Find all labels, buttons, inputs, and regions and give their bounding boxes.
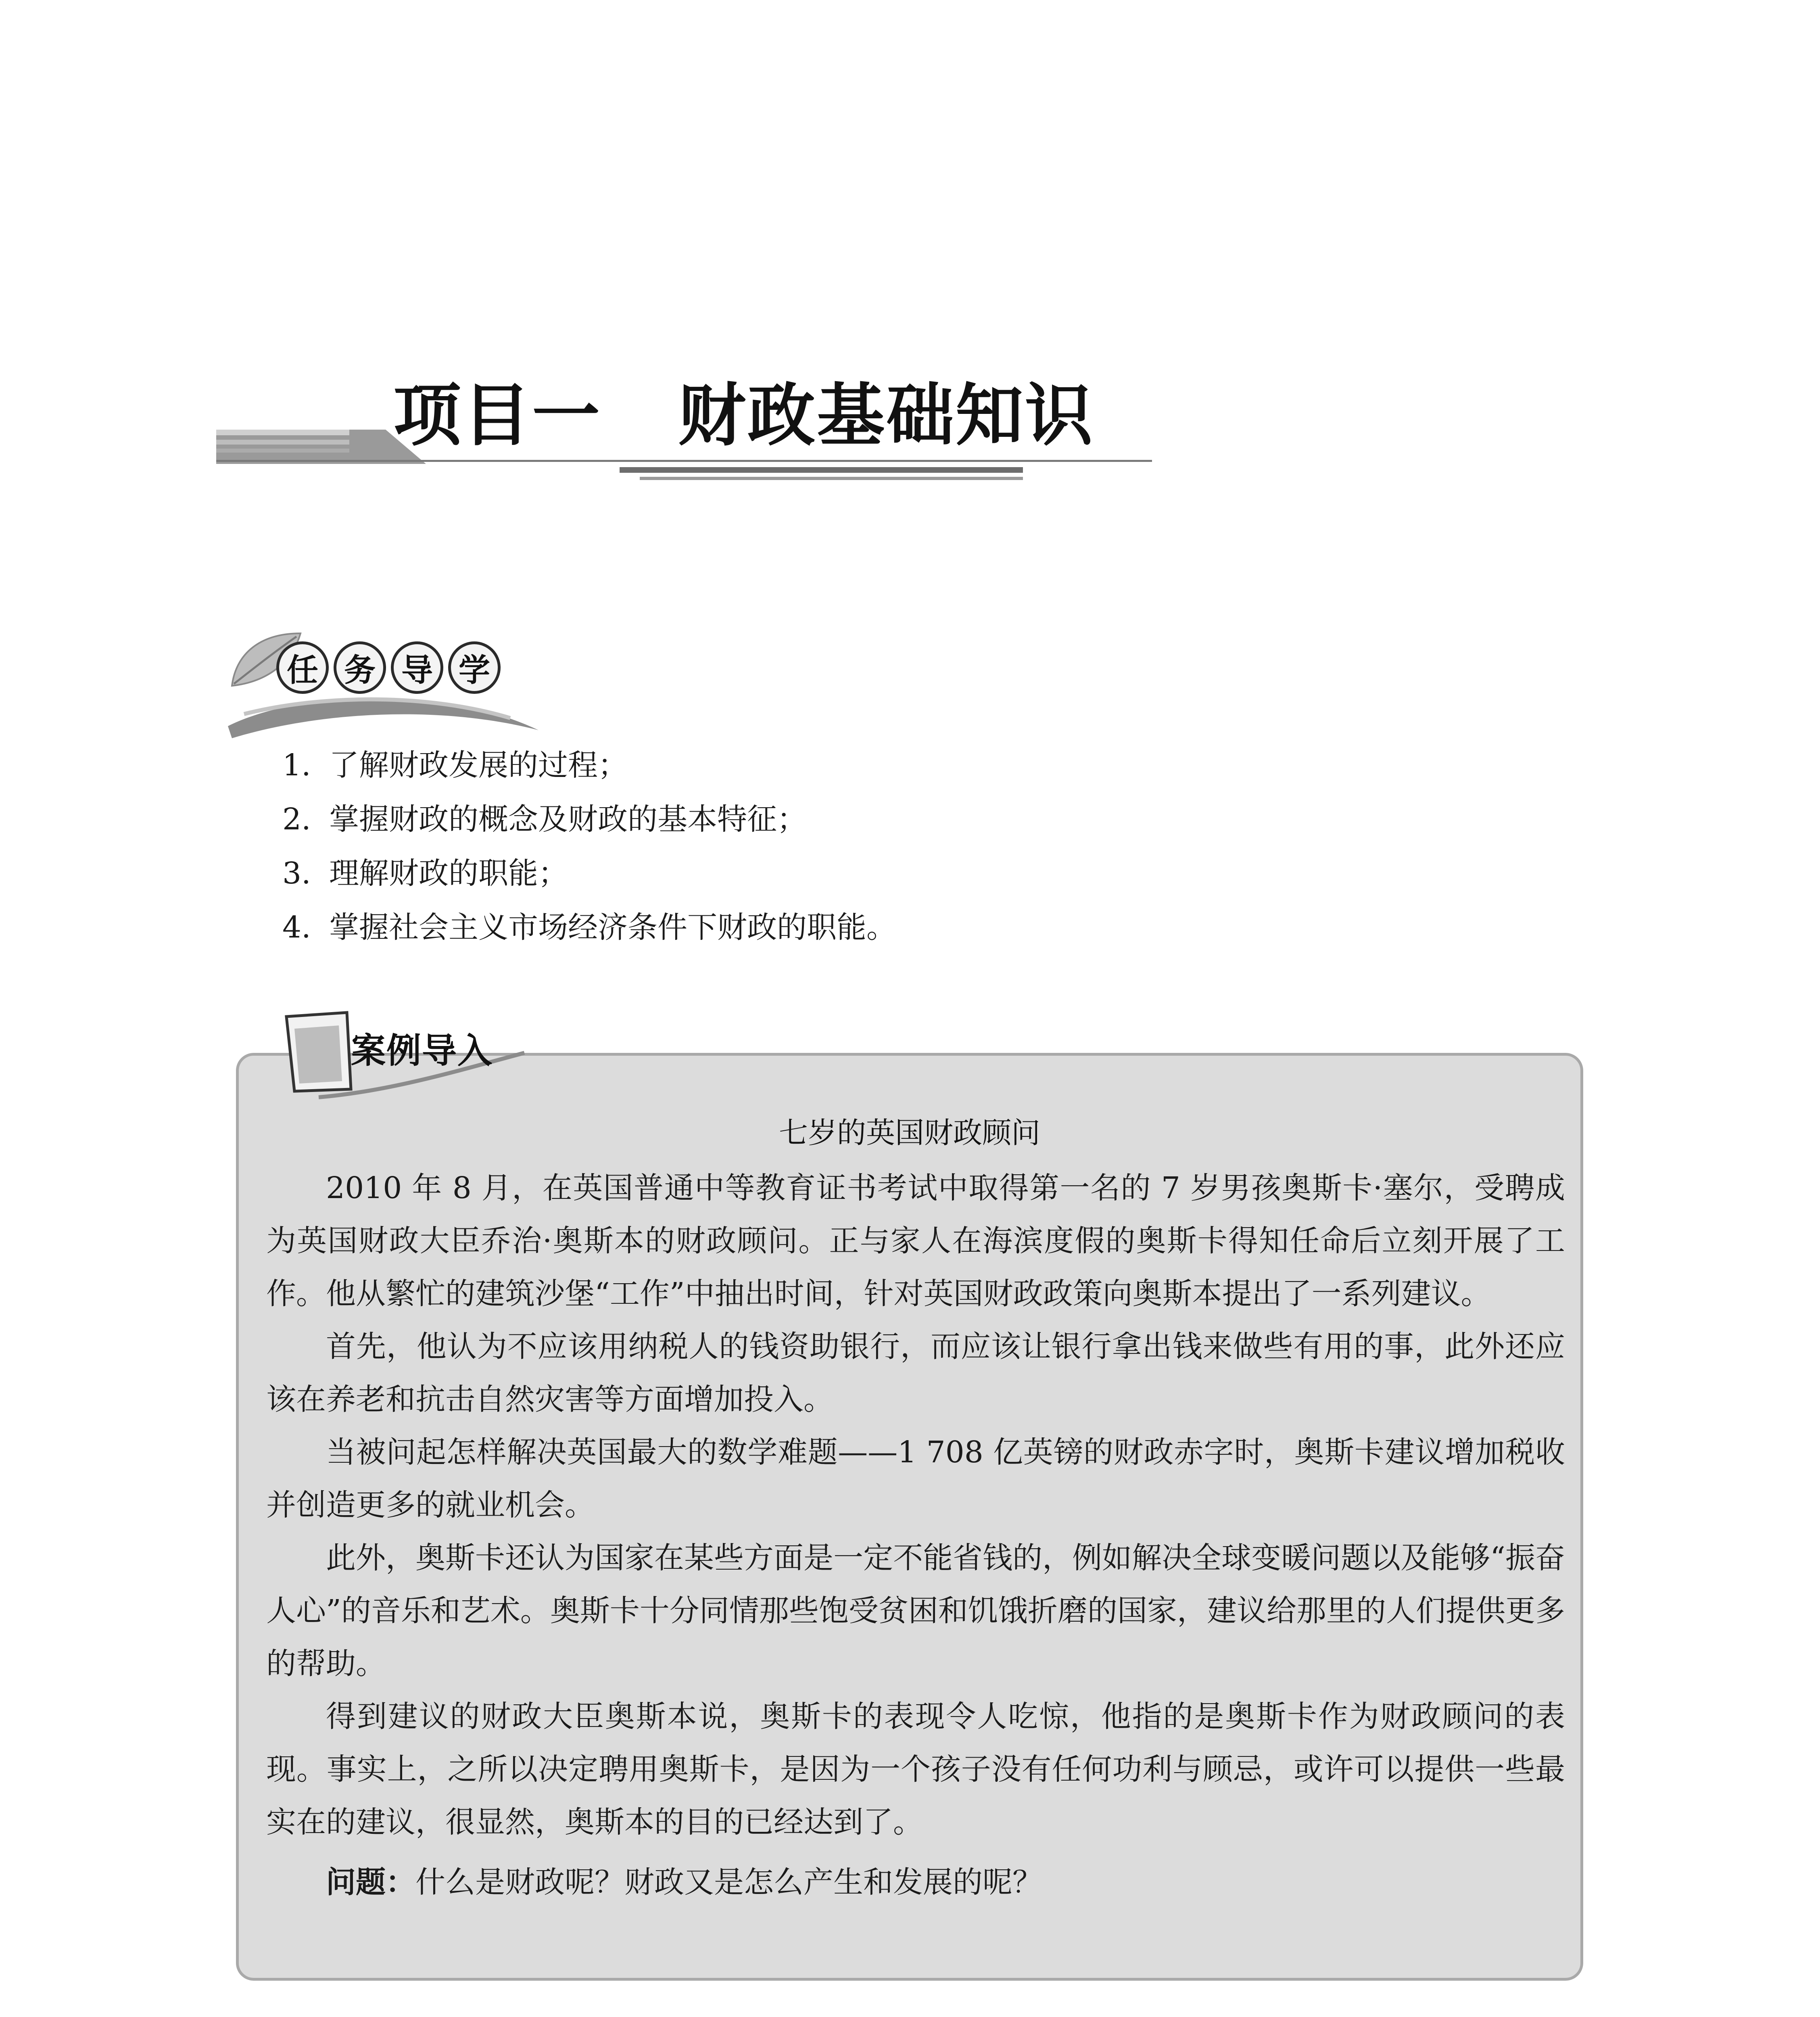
badge-circles [276,641,501,694]
case-question [266,1856,1565,1909]
project-number: 项目一 [393,376,601,455]
badge-char-4: 学 [448,641,501,694]
badge-char-2: 务 [334,641,386,694]
objective-item [282,900,896,954]
objective-text: 掌握社会主义市场经济条件下财政的职能。 [329,910,896,945]
badge-char-3: 导 [391,641,443,694]
case-body [266,1162,1565,1909]
case-paragraph: 得到建议的财政大臣奥斯本说，奥斯卡的表现令人吃惊，他指的是奥斯卡作为财政顾问的表现。事实上，之所以决定聘用奥斯卡，是因为一个孩子没有任何功利与顾忌，或许可以提供一些最实在的建议，很显然，奥斯本的目的已经达到了。 [266,1699,1565,1840]
case-paragraph: 2010 年 8 月，在英国普通中等教育证书考试中取得第一名的 7 岁男孩奥斯卡·塞尔，受聘成为英国财政大臣乔治·奥斯本的财政顾问。正与家人在海滨度假的奥斯卡得知任命后立刻开展了工作。他从繁忙的建筑沙堡“工作”中抽出时间，针对英国财政政策向奥斯本提出了一系列建议。 [266,1171,1565,1311]
objectives-list [282,738,896,954]
case-paragraph: 首先，他认为不应该用纳税人的钱资助银行，而应该让银行拿出钱来做些有用的事，此外还应该在养老和抗击自然灾害等方面增加投入。 [266,1329,1565,1417]
objective-item [282,846,896,900]
badge-char-1: 任 [276,641,329,694]
case-paragraph: 当被问起怎样解决英国最大的数学难题——1 708 亿英镑的财政赤字时，奥斯卡建议增加税收并创造更多的就业机会。 [266,1435,1565,1522]
case-title: 七岁的英国财政顾问 [779,1116,1040,1150]
task-guide-badge [220,621,543,742]
case-intro-label: 案例导入 [351,1031,493,1071]
question-text: 什么是财政呢？财政又是怎么产生和发展的呢？ [415,1865,1042,1900]
question-label: 问题： [326,1865,415,1900]
project-name: 财政基础知识 [678,376,1094,455]
objective-number: 1. [282,748,311,783]
objective-number: 4. [282,910,311,945]
objective-number: 2. [282,802,311,837]
objective-text: 理解财政的职能； [329,856,568,891]
objective-number: 3. [282,856,311,891]
project-title [393,375,1094,456]
case-paragraph: 此外，奥斯卡还认为国家在某些方面是一定不能省钱的，例如解决全球变暖问题以及能够“振奋人心”的音乐和艺术。奥斯卡十分同情那些饱受贫困和饥饿折磨的国家，建议给那里的人们提供更多的帮助。 [266,1541,1565,1681]
objective-item [282,792,896,846]
objective-text: 掌握财政的概念及财政的基本特征； [329,802,807,837]
objective-item [282,738,896,792]
objective-text: 了解财政发展的过程； [329,748,628,783]
